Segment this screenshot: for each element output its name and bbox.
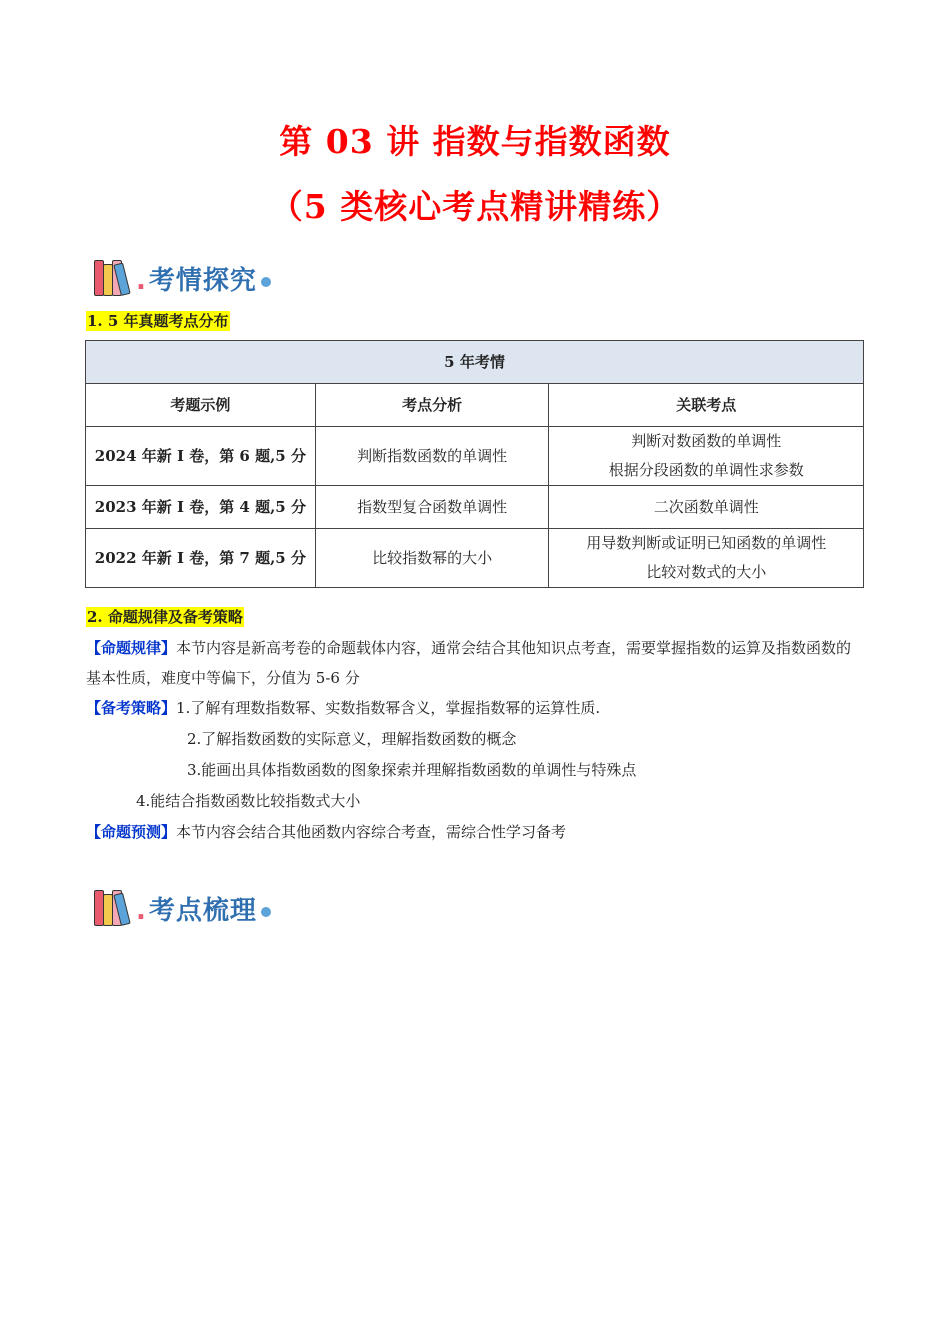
rule-paragraph	[86, 633, 866, 693]
exam-table	[85, 340, 864, 588]
forecast-text: 本节内容会结合其他函数内容综合考查，需综合性学习备考	[176, 823, 567, 841]
cell-related	[549, 486, 864, 529]
table-row	[86, 486, 864, 529]
section2-heading: 2. 命题规律及备考策略	[87, 608, 243, 626]
table-row	[86, 427, 864, 486]
page-subtitle: （5 类核心考点精讲精练）	[269, 187, 681, 226]
cell-related	[549, 427, 864, 486]
related-line: 二次函数单调性	[653, 497, 759, 516]
section1-heading: 1. 5 年真题考点分布	[87, 312, 229, 330]
related-line: 判断对数函数的单调性	[631, 432, 782, 450]
dot-icon	[261, 277, 271, 287]
banner-points	[92, 886, 271, 930]
related-line: 用导数判断或证明已知函数的单调性	[586, 534, 827, 552]
col-header-example: 考题示例	[86, 384, 316, 427]
banner-exam-label: . 考情探究	[136, 260, 257, 297]
table-caption: 5 年考情	[86, 341, 864, 384]
banner-exam	[92, 256, 271, 300]
forecast-paragraph	[86, 817, 866, 847]
cell-example: 2022 年新 I 卷，第 7 题,5 分	[86, 529, 316, 588]
cell-analysis: 比较指数幂的大小	[315, 529, 549, 588]
table-row	[86, 529, 864, 588]
rule-tag: 【命题规律】	[86, 639, 177, 657]
rule-text: 本节内容是新高考卷的命题载体内容，通常会结合其他知识点考查，需要掌握指数的运算及指数函数的基本性质，难度中等偏下，分值为 5-6 分	[86, 639, 852, 687]
page-title: 第 03 讲 指数与指数函数	[279, 122, 671, 161]
strategy-item: 2.了解指数函数的实际意义，理解指数函数的概念	[187, 730, 517, 748]
cell-related	[549, 529, 864, 588]
strategy-item: 3.能画出具体指数函数的图象探索并理解指数函数的单调性与特殊点	[187, 761, 637, 779]
cell-example: 2023 年新 I 卷，第 4 题,5 分	[86, 486, 316, 529]
forecast-tag: 【命题预测】	[86, 823, 177, 841]
books-icon	[92, 258, 134, 298]
books-icon	[92, 888, 134, 928]
cell-analysis: 指数型复合函数单调性	[315, 486, 549, 529]
strategy-item: 4.能结合指数函数比较指数式大小	[136, 792, 361, 810]
strategy-item: 1.了解有理数指数幂、实数指数幂含义，掌握指数幂的运算性质.	[176, 699, 601, 717]
strategy-tag: 【备考策略】	[86, 699, 177, 717]
strategy-line-1	[86, 693, 866, 723]
cell-analysis: 判断指数函数的单调性	[315, 427, 549, 486]
cell-example: 2024 年新 I 卷，第 6 题,5 分	[86, 427, 316, 486]
related-line: 比较对数式的大小	[646, 563, 767, 581]
dot-icon	[261, 907, 271, 917]
col-header-related: 关联考点	[549, 384, 864, 427]
col-header-analysis: 考点分析	[315, 384, 549, 427]
related-line: 根据分段函数的单调性求参数	[608, 461, 804, 479]
banner-points-label: . 考点梳理	[136, 890, 257, 927]
